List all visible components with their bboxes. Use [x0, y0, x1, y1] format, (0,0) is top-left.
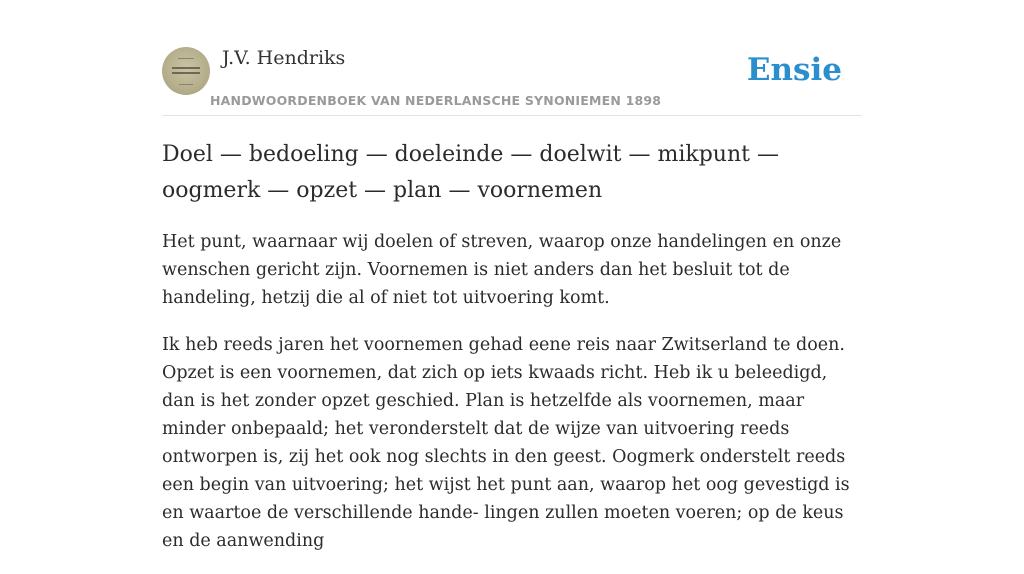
source-title[interactable]: HANDWOORDENBOEK VAN NEDERLANSCHE SYNONIEMEN 1898: [210, 93, 662, 108]
book-cover-icon[interactable]: [162, 47, 210, 95]
article-body: [162, 228, 862, 574]
author-header: [162, 46, 862, 116]
article-title: Doel — bedoeling — doeleinde — doelwit — mikpunt — oogmerk — opzet — plan — voornemen: [162, 142, 779, 203]
author-name[interactable]: J.V. Hendriks: [222, 47, 346, 69]
header-divider: [162, 115, 862, 116]
ensie-logo[interactable]: Ensie: [746, 52, 842, 88]
paragraph: Het punt, waarnaar wij doelen of streven, waarop onze handelingen en onze wenschen gericht zijn. Voornemen is niet anders dan het besluit tot de handeling, hetzij die al of niet tot uitvoering komt.: [162, 232, 842, 308]
paragraph: Ik heb reeds jaren het voornemen gehad eene reis naar Zwitserland te doen. Opzet is een voornemen, dat zich op iets kwaads richt. Heb ik u beleedigd, dan is het zonder opzet geschied. Plan is hetzelfde als voornemen, maar minder onbepaald; het veronderstelt dat de wijze van uitvoering reeds ontworpen is, zij het ook nog slechts in den geest. Oogmerk onderstelt reeds een begin van uitvoering; het wijst het punt aan, waarop het oog gevestigd is en waartoe de verschillende hande- lingen zullen moeten voeren; op de keus en de aanwending: [162, 335, 850, 551]
